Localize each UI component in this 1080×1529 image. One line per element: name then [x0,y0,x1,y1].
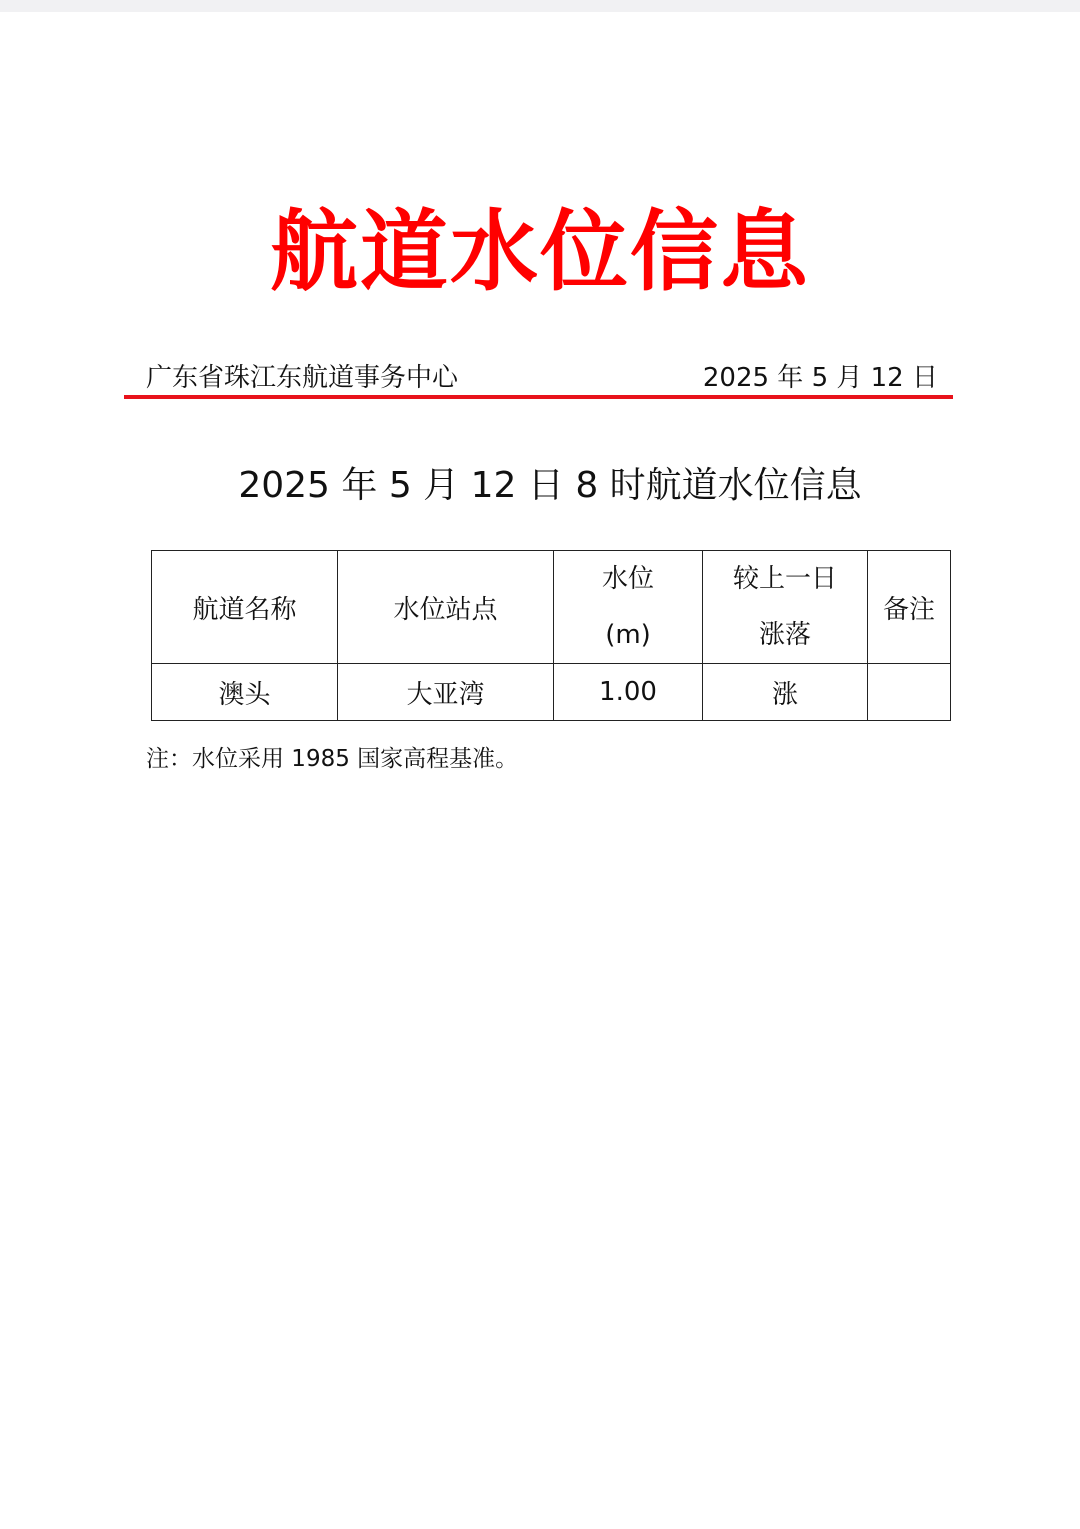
document-page [0,12,1080,1529]
cell-daily-change: 涨 [703,664,868,721]
datum-footnote: 注：水位采用 1985 国家高程基准。 [146,746,519,772]
header-daily-change-line2: 涨落 [758,620,811,650]
header-daily-change [703,551,868,664]
header-water-level-label: 水位 [601,564,654,594]
issue-date: 2025 年 5 月 12 日 [702,363,938,393]
cell-gauge-station: 大亚湾 [338,664,554,721]
header-gauge-station: 水位站点 [338,551,554,664]
table-row [152,664,951,721]
header-daily-change-line1: 较上一日 [732,564,837,594]
cell-remark [868,664,951,721]
cell-channel-name: 澳头 [152,664,338,721]
header-red-rule [124,395,953,399]
document-header [146,358,938,398]
report-subtitle: 2025 年 5 月 12 日 8 时航道水位信息 [238,465,862,506]
organization-name: 广东省珠江东航道事务中心 [146,363,459,393]
header-remark: 备注 [868,551,951,664]
cell-water-level: 1.00 [554,664,703,721]
table-header-row [152,551,951,664]
header-water-level-unit: (m) [605,620,651,650]
header-channel-name: 航道名称 [152,551,338,664]
viewer-top-bar [0,0,1080,12]
water-level-table [151,550,951,721]
header-water-level [554,551,703,664]
main-title: 航道水位信息 [269,200,810,303]
